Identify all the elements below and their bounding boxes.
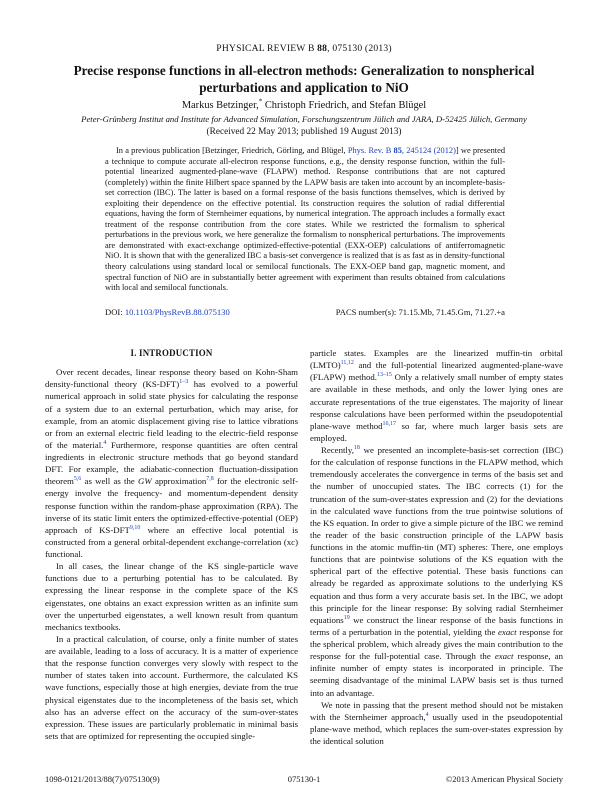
paragraph: In a practical calculation, of course, only a finite number of states are available, leading to a loss of accuracy. It is a matter of experience that the response function converges very slowly with respect to the number of states taken into account. Furthermore, the calculated KS wave functions, especially those at high energies, deviate from the true physical eigenstates due to the incompleteness of the basis set, which also has an adverse effect on the accuracy of the sum-over-states expression. These issues are particularly problematic in minimal basis sets that are optimized for representing the occupied single- [45,633,298,741]
citation-ref[interactable]: 9,10 [129,524,141,531]
inline-link[interactable]: Phys. Rev. B [347,146,394,155]
citation-ref[interactable]: 11,12 [340,360,354,367]
citation-ref[interactable]: 19 [343,614,350,621]
paragraph: Recently,$^{18}$ we presented an incomplete-basis-set correction (IBC) for the calculation of response functions in the FLAPW method, which tremendously accelerates the convergence in terms of the basis set and the number of unoccupied states. The IBC corrects (1) for the truncation of the sum-over-states expression and (2) for the deviations in the calculated wave functions from the true pointwise solutions of the KS equation. In order to give a simple picture of the IBC we remind the reader of the basic construction principle of the LAPW basis functions in the atomic muffin-tin (MT) spheres: There, one employs functions that are pointwise solutions of the KS equation with the spherical part of the effective potential. These basis functions can already be regarded as approximate solutions to the underlying KS equation and thus form a very accurate basis set. In the IBC, we adopt this principle for the linear response: By solving radial Sternheimer equations$^{19}$ we construct the linear response of the basis functions in terms of a perturbation in the potential, yielding the exact response for the spherical problem, which already gives the main contribution to the response for the full-potential case. Through the exact response, an infinite number of empty states is incorporated in principle. The seeming disadvantage of the minimal LAPW basis set is thus turned into an advantage. [310,445,563,698]
citation-ref[interactable]: 4 [425,711,429,718]
page-number: 075130-1 [287,774,321,784]
paragraph: We note in passing that the present method should not be mistaken with the Sternheimer approach,$^4$ usually used in the pseudopotential plane-wave method, which replaces the sum-over-states expression by the identical solution [310,699,563,746]
footnote-marker: * [258,97,263,106]
journal-header: PHYSICAL REVIEW B 88, 075130 (2013) [216,43,392,54]
paragraph: Over recent decades, linear response theory based on Kohn-Sham density-functional theory $(KS-DFT)^{1-3}$ has evolved to a powerful numerical approach in solid state physics for calculating the response of a system due to an external perturbation, which may arise, for example, from an atomic displacement giving rise to lattice vibrations or from an external electric field leading to the electric-field response of the material.$^4$ Furthermore, response quantities are often central ingredients in electronic structure methods that go beyond standard DFT. For example, the adiabatic-connection fluctuation-dissipation theorem$^{5,6}$ as well as the GW approximation$^{7,8}$ for the electronic self-energy involve the frequency- and momentum-dependent density response function within the random-phase approximation (RPA). The inverse of its static limit enters the optimized-effective-potential (OEP) approach of KS-DFT$^{9,10}$ where an effective local potential is constructed from a general orbital-dependent exchange-correlation (xc) functional. [45,367,299,559]
section-heading-introduction: I. INTRODUCTION [130,348,213,358]
citation-ref[interactable]: 7,8 [206,476,214,483]
doi-link[interactable]: DOI: 10.1103/PhysRevB.88.075130 [105,307,230,317]
affiliation: Peter-Grünberg Institut and Institute for Advanced Simulation, Forschungszentrum Jülich and JARA, D-52425 Jülich, Germany [81,114,527,124]
citation-ref[interactable]: 5,6 [73,476,82,483]
citation-ref[interactable]: 1–3 [179,379,189,386]
citation-ref[interactable]: 4 [103,439,107,446]
right-column [310,347,563,747]
inline-link[interactable]: 85 [393,146,402,155]
page-footer [45,774,563,784]
citation-ref[interactable]: 13–15 [376,372,392,379]
paragraph: In all cases, the linear change of the KS single-particle wave functions due to a perturbing potential has to be calculated. By expressing the linear response in the complete space of the KS eigenstates, one obtains an exact expression written as an infinite sum over the unperturbed eigenstates, a well known result from quantum mechanics textbooks. [45,561,298,632]
inline-link[interactable]: 10.1103/PhysRevB.88.075130 [124,307,230,317]
inline-link[interactable]: , 245124 (2012) [401,146,456,155]
paragraph: particle states. Examples are the linearized muffin-tin orbital (LMTO)$^{11,12}$ and the full-potential linearized augmented-plane-wave (FLAPW) method.$^{13-15}$ Only a relatively small number of empty states are available in these methods, and only the lower lying ones are accurate representations of the true eigenstates. The majority of linear response calculations have been performed within the pseudopotential plane-wave method$^{16,17}$ so far, where much larger basis sets are employed. [310,348,563,443]
doi-pacs-row [105,307,505,317]
left-column [45,347,298,742]
copyright-notice: ©2013 American Physical Society [445,774,563,784]
citation-ref[interactable]: 16,17 [382,420,396,427]
issn-identifier: 1098-0121/2013/88(7)/075130(9) [45,774,160,784]
citation-ref[interactable]: 18 [353,445,360,452]
author-list: Markus Betzinger,* Christoph Friedrich, and Stefan Blügel [181,97,427,111]
abstract: In a previous publication [Betzinger, Friedrich, Görling, and Blügel, Phys. Rev. B 85, 245124 (2012)] we presented a technique to compute accurate all-electron response functions, e.g., the density response function, within the full-potential linearized augmented-plane-wave (FLAPW) method. Response contributions that are not captured (completely) within the finite Hilbert space spanned by the LAPW basis are taken into account by an incomplete-basis-set correction (IBC). The latter is based on a formal response of the basis functions themselves, which is derived by exploiting their dependence on the effective potential. Its construction requires the solution of radial differential equations, having the form of Sternheimer equations, by numerical integration. The approach includes a formally exact treatment of the response contribution from the core states. While we restricted the formalism to spherical perturbations in the previous work, we here generalize the formalism to nonspherical perturbations. The improvements are demonstrated with exact-exchange optimized-effective-potential (EXX-OEP) calculations of antiferromagnetic NiO. It is shown that with the generalized IBC a basis-set convergence is realized that is as fast as in density-functional theory calculations using standard local or semilocal functionals. The EXX-OEP band gap, magnetic moment, and spectral function of NiO are in substantially better agreement with experiment than results obtained from calculations with local and semilocal functionals. [105,146,506,293]
paper-title: Precise response functions in all-electron methods: Generalization to nonspherical perturbations and application to NiO [73,63,535,95]
received-dates: (Received 22 May 2013; published 19 August 2013) [206,127,402,137]
pacs-numbers: PACS number(s): 71.15.Mb, 71.45.Gm, 71.27.+a [335,307,505,317]
